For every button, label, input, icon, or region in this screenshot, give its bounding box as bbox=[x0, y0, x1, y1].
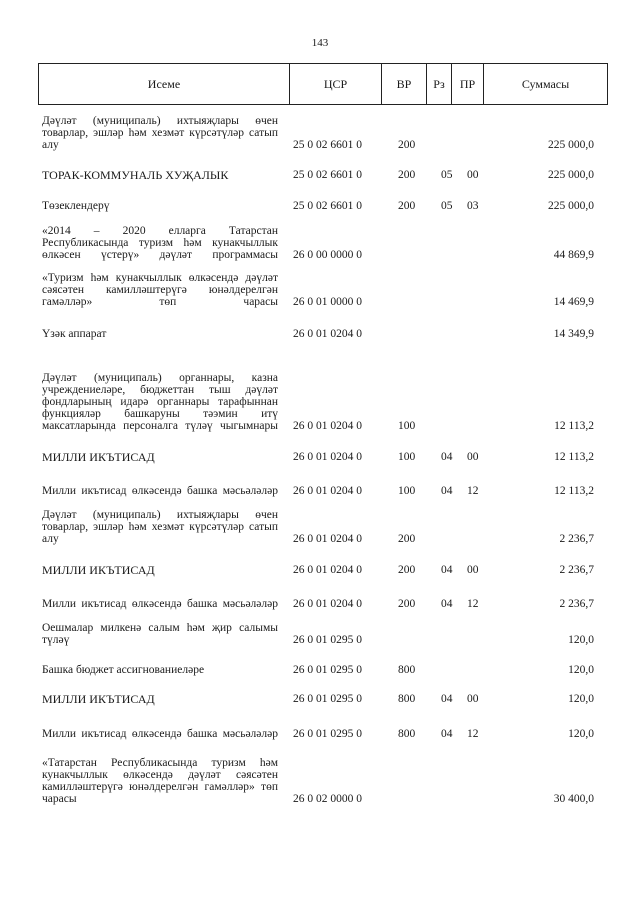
row-sum: 2 236,7 bbox=[559, 533, 594, 545]
row-name: Дәүләт (муниципаль) органнары, казна учреждениеләре, бюджеттан тыш дәүләт фондларының идарә органнары тарафыннан функцияләр башкаруны тәэмин итү максатларында персоналга түләү чыгымнары bbox=[42, 372, 278, 432]
row-csr: 25 0 02 6601 0 bbox=[293, 169, 362, 181]
table-row bbox=[0, 689, 640, 705]
row-sum: 120,0 bbox=[568, 634, 594, 646]
row-pr: 00 bbox=[467, 451, 479, 463]
row-name: Төзеклендерү bbox=[42, 200, 110, 212]
table-row bbox=[0, 616, 640, 646]
table-row bbox=[0, 502, 640, 545]
row-vr: 800 bbox=[398, 693, 416, 705]
row-sum: 120,0 bbox=[568, 693, 594, 705]
row-csr: 26 0 01 0295 0 bbox=[293, 693, 362, 705]
row-csr: 26 0 00 0000 0 bbox=[293, 249, 362, 261]
row-sum: 120,0 bbox=[568, 728, 594, 740]
table-row bbox=[0, 580, 640, 610]
table-row bbox=[0, 324, 640, 340]
row-vr: 200 bbox=[398, 533, 416, 545]
row-rz: 05 bbox=[441, 169, 453, 181]
row-csr: 26 0 01 0295 0 bbox=[293, 728, 362, 740]
table-row bbox=[0, 264, 640, 308]
row-name: ТОРАК-КОММУНАЛЬ ХУҖАЛЫК bbox=[42, 168, 229, 182]
row-name: Милли икътисад өлкәсендә башка мәсьәләләр bbox=[42, 728, 278, 740]
table-row bbox=[0, 196, 640, 212]
row-name: Милли икътисад өлкәсендә башка мәсьәләләр bbox=[42, 598, 278, 610]
table-row bbox=[0, 710, 640, 740]
row-sum: 12 113,2 bbox=[554, 420, 594, 432]
row-sum: 14 349,9 bbox=[553, 328, 594, 340]
row-csr: 26 0 01 0000 0 bbox=[293, 296, 362, 308]
row-name: МИЛЛИ ИКЪТИСАД bbox=[42, 450, 155, 464]
row-csr: 26 0 01 0204 0 bbox=[293, 485, 362, 497]
row-csr: 25 0 02 6601 0 bbox=[293, 200, 362, 212]
row-csr: 26 0 01 0204 0 bbox=[293, 420, 362, 432]
row-pr: 00 bbox=[467, 564, 479, 576]
row-csr: 26 0 01 0204 0 bbox=[293, 564, 362, 576]
row-vr: 100 bbox=[398, 485, 416, 497]
row-sum: 12 113,2 bbox=[554, 451, 594, 463]
table-row bbox=[0, 660, 640, 676]
row-name: МИЛЛИ ИКЪТИСАД bbox=[42, 692, 155, 706]
row-sum: 225 000,0 bbox=[548, 169, 594, 181]
row-pr: 03 bbox=[467, 200, 479, 212]
row-rz: 04 bbox=[441, 564, 453, 576]
row-sum: 14 469,9 bbox=[553, 296, 594, 308]
row-csr: 26 0 01 0204 0 bbox=[293, 328, 362, 340]
row-name: Оешмалар милкенә салым һәм җир салымы түләү bbox=[42, 622, 278, 646]
row-pr: 12 bbox=[467, 598, 479, 610]
row-pr: 00 bbox=[467, 693, 479, 705]
table-row bbox=[0, 344, 640, 432]
row-csr: 26 0 01 0295 0 bbox=[293, 634, 362, 646]
row-name: Үзәк аппарат bbox=[42, 328, 107, 340]
table-row bbox=[0, 109, 640, 151]
row-vr: 800 bbox=[398, 728, 416, 740]
table-row bbox=[0, 213, 640, 261]
row-pr: 12 bbox=[467, 485, 479, 497]
row-name: «Туризм һәм кунакчыллык өлкәсендә дәүләт сәясәтен камилләштерүгә юнәлдерелгән гамәлләр» төп чарасы bbox=[42, 272, 278, 308]
row-sum: 225 000,0 bbox=[548, 200, 594, 212]
row-name: «2014 – 2020 елларга Татарстан Республикасында туризм һәм кунакчыллык өлкәсен үстерү» дәүләт программасы bbox=[42, 225, 278, 261]
row-csr: 26 0 01 0295 0 bbox=[293, 664, 362, 676]
row-rz: 04 bbox=[441, 451, 453, 463]
row-rz: 05 bbox=[441, 200, 453, 212]
row-sum: 12 113,2 bbox=[554, 485, 594, 497]
row-vr: 200 bbox=[398, 200, 416, 212]
row-rz: 04 bbox=[441, 485, 453, 497]
row-pr: 00 bbox=[467, 169, 479, 181]
row-rz: 04 bbox=[441, 598, 453, 610]
row-csr: 26 0 01 0204 0 bbox=[293, 533, 362, 545]
row-name: Дәүләт (муниципаль) ихтыяҗлары өчен товарлар, эшләр һәм хезмәт күрсәтүләр сатып алу bbox=[42, 509, 278, 545]
header-sum: Суммасы bbox=[521, 77, 570, 91]
table-row bbox=[0, 447, 640, 463]
row-vr: 800 bbox=[398, 664, 416, 676]
header-rz: Рз bbox=[433, 77, 445, 91]
row-sum: 120,0 bbox=[568, 664, 594, 676]
row-sum: 2 236,7 bbox=[559, 564, 594, 576]
row-name: Милли икътисад өлкәсендә башка мәсьәләләр bbox=[42, 485, 278, 497]
table-row bbox=[0, 560, 640, 576]
header-name: Исеме bbox=[147, 77, 181, 91]
row-vr: 200 bbox=[398, 598, 416, 610]
row-vr: 100 bbox=[398, 420, 416, 432]
row-sum: 2 236,7 bbox=[559, 598, 594, 610]
row-csr: 25 0 02 6601 0 bbox=[293, 139, 362, 151]
header-pr: ПР bbox=[459, 77, 476, 91]
row-name: «Татарстан Республикасында туризм һәм кунакчыллык өлкәсендә дәүләт сәясәтен камилләштерүгә юнәлдерелгән гамәлләр» төп чарасы bbox=[42, 757, 278, 805]
row-pr: 12 bbox=[467, 728, 479, 740]
row-vr: 100 bbox=[398, 451, 416, 463]
table-row bbox=[0, 467, 640, 497]
header-vr: ВР bbox=[396, 77, 412, 91]
page-number: 143 bbox=[311, 37, 329, 49]
row-rz: 04 bbox=[441, 728, 453, 740]
row-name: Башка бюджет ассигнованиеләре bbox=[42, 664, 205, 676]
row-sum: 44 869,9 bbox=[553, 249, 594, 261]
table-row bbox=[0, 165, 640, 181]
row-csr: 26 0 02 0000 0 bbox=[293, 793, 362, 805]
row-rz: 04 bbox=[441, 693, 453, 705]
row-csr: 26 0 01 0204 0 bbox=[293, 451, 362, 463]
row-sum: 30 400,0 bbox=[553, 793, 594, 805]
row-name: МИЛЛИ ИКЪТИСАД bbox=[42, 563, 155, 577]
row-sum: 225 000,0 bbox=[548, 139, 594, 151]
row-name: Дәүләт (муниципаль) ихтыяҗлары өчен товарлар, эшләр һәм хезмәт күрсәтүләр сатып алу bbox=[42, 115, 278, 151]
row-vr: 200 bbox=[398, 564, 416, 576]
row-vr: 200 bbox=[398, 139, 416, 151]
row-csr: 26 0 01 0204 0 bbox=[293, 598, 362, 610]
row-vr: 200 bbox=[398, 169, 416, 181]
header-csr: ЦСР bbox=[323, 77, 348, 91]
table-row bbox=[0, 743, 640, 805]
